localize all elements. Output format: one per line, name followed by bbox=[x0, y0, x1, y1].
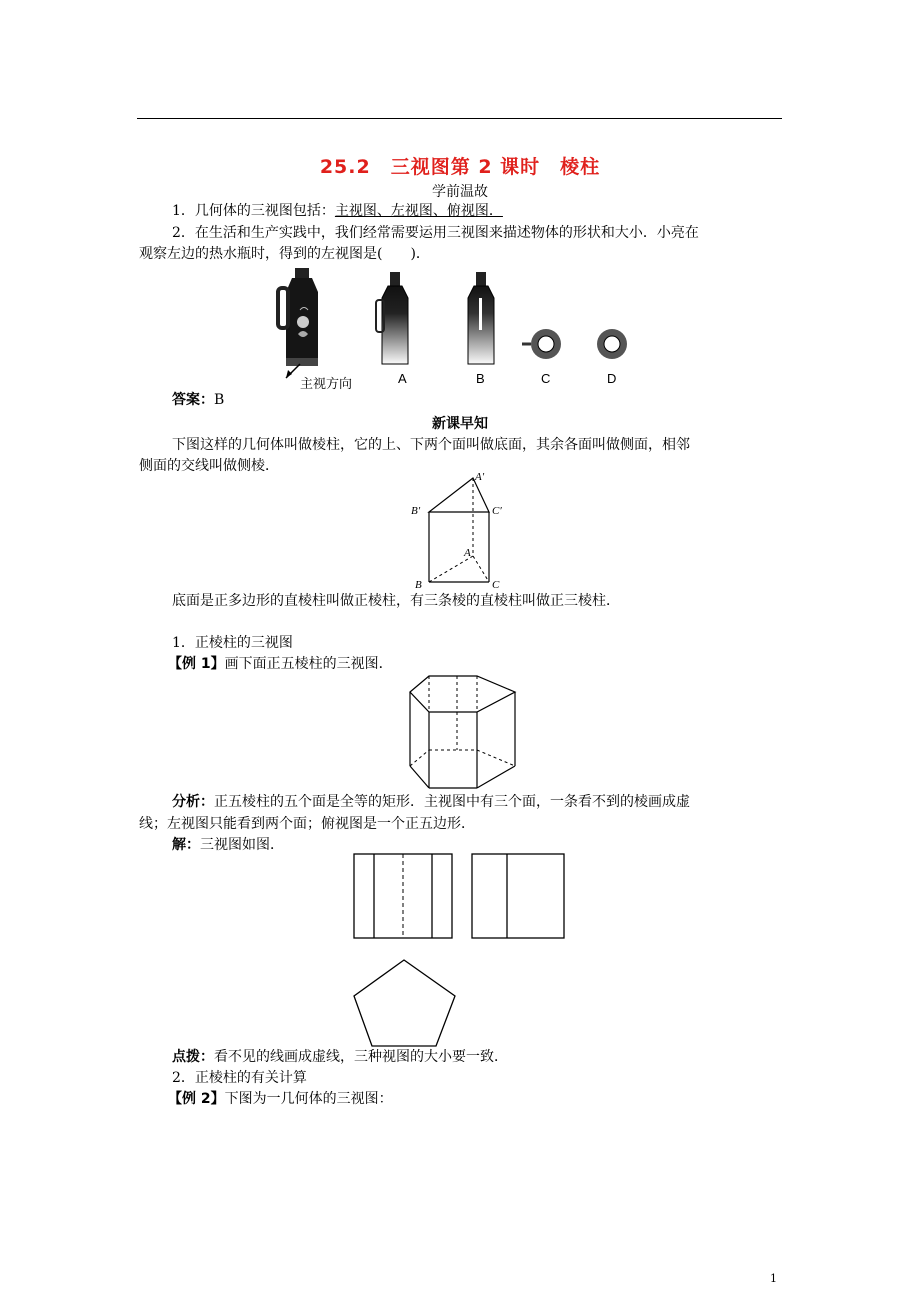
option-a-shape bbox=[376, 272, 408, 364]
analysis-line-2: 线；左视图只能看到两个面；俯视图是一个正五边形． bbox=[139, 816, 475, 832]
review-answer bbox=[172, 391, 224, 409]
solution-text: 三视图如图． bbox=[200, 837, 284, 853]
example-1 bbox=[168, 655, 393, 673]
analysis-text-1: 正五棱柱的五个面是全等的矩形．主视图中有三个面，一条看不到的棱画成虚 bbox=[214, 794, 690, 810]
page-title: 25.2 三视图第 2 课时 棱柱 bbox=[319, 156, 601, 178]
option-b-label: B bbox=[476, 371, 485, 386]
top-view-pentagon bbox=[354, 960, 455, 1046]
tip-line bbox=[172, 1048, 508, 1066]
option-b-shape bbox=[468, 272, 494, 364]
analysis-line-1 bbox=[172, 793, 690, 811]
tip-label: 点拨： bbox=[172, 1049, 214, 1065]
example-1-text: 画下面正五棱柱的三视图． bbox=[224, 656, 393, 672]
analysis-label: 分析： bbox=[172, 794, 214, 810]
review-question-1 bbox=[172, 202, 503, 220]
option-c-shape bbox=[522, 329, 561, 359]
solution-label: 解： bbox=[172, 837, 200, 853]
q1-answer: 主视图、左视图、俯视图． bbox=[334, 203, 503, 219]
option-d-label: D bbox=[607, 371, 617, 386]
front-view-direction-label: 主视方向 bbox=[300, 376, 353, 391]
subheading-calculation: 2．正棱柱的有关计算 bbox=[172, 1070, 307, 1086]
example-2-label: 【例 2】 bbox=[168, 1091, 225, 1107]
section-heading-review: 学前温故 bbox=[432, 184, 488, 200]
vertex-a1-label: A′ bbox=[475, 471, 485, 483]
vertex-c1-label: C′ bbox=[492, 505, 502, 517]
option-c-label: C bbox=[541, 371, 551, 386]
solution-line bbox=[172, 836, 284, 854]
answer-value: B bbox=[214, 392, 225, 408]
q1-prefix: 1．几何体的三视图包括： bbox=[172, 203, 335, 219]
intro-line-2: 侧面的交线叫做侧棱． bbox=[139, 458, 279, 474]
example-2-text: 下图为一几何体的三视图： bbox=[224, 1091, 393, 1107]
three-views-figure bbox=[350, 850, 570, 1050]
vertex-c-label: C bbox=[492, 579, 500, 590]
side-view bbox=[472, 854, 564, 938]
example-2 bbox=[168, 1090, 393, 1108]
section-heading-new: 新课早知 bbox=[432, 416, 488, 432]
header-rule bbox=[137, 118, 782, 119]
thermos-icon bbox=[278, 268, 318, 366]
tip-text: 看不见的线画成虚线，三种视图的大小要一致． bbox=[214, 1049, 508, 1065]
regular-prism-definition: 底面是正多边形的直棱柱叫做正棱柱，有三条棱的直棱柱叫做正三棱柱． bbox=[172, 593, 620, 609]
example-1-label: 【例 1】 bbox=[168, 656, 225, 672]
answer-label: 答案： bbox=[172, 392, 214, 408]
vertex-a-label: A bbox=[464, 547, 471, 559]
intro-line-1: 下图这样的几何体叫做棱柱，它的上、下两个面叫做底面，其余各面叫做侧面，相邻 bbox=[172, 437, 690, 453]
review-question-2-line2: 观察左边的热水瓶时，得到的左视图是( )． bbox=[139, 246, 430, 262]
option-d-shape bbox=[597, 329, 627, 359]
review-question-2-line1: 2．在生活和生产实践中，我们经常需要运用三视图来描述物体的形状和大小．小亮在 bbox=[172, 225, 699, 241]
page-number: 1 bbox=[770, 1272, 777, 1285]
subheading-views: 1．正棱柱的三视图 bbox=[172, 635, 293, 651]
vertex-b-label: B bbox=[415, 579, 422, 590]
pentagonal-prism-figure bbox=[405, 670, 535, 792]
vertex-b1-label: B′ bbox=[411, 505, 421, 517]
option-a-label: A bbox=[398, 371, 407, 386]
triangular-prism-figure bbox=[405, 470, 515, 590]
